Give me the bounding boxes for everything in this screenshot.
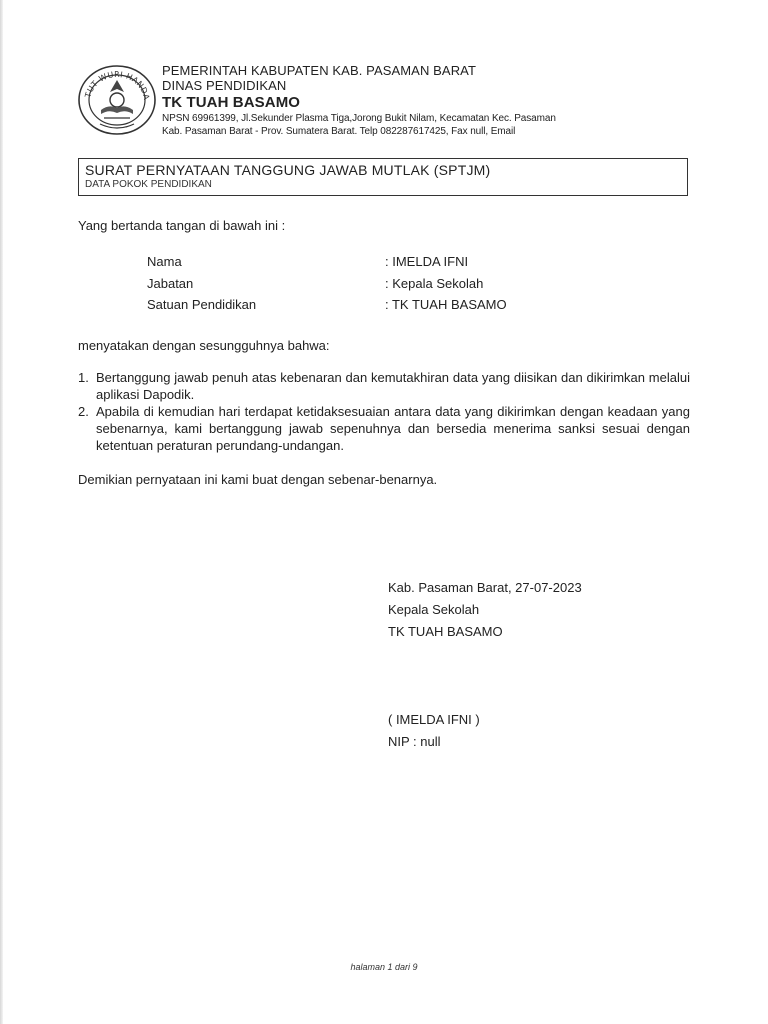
document-title: SURAT PERNYATAAN TANGGUNG JAWAB MUTLAK (SPTJM) xyxy=(85,162,491,178)
list-item xyxy=(78,369,690,403)
field-label-nama: Nama xyxy=(147,254,182,269)
statement-intro: menyatakan dengan sesungguhnya bahwa: xyxy=(78,338,330,353)
government-name: PEMERINTAH KABUPATEN KAB. PASAMAN BARAT xyxy=(162,63,477,78)
list-item-text: Apabila di kemudian hari terdapat ketidaksesuaian antara data yang dikirimkan dengan keadaan yang sebenarnya, kami bertanggung jawab sepenuhnya dan bersedia menerima sanksi sesuai dengan ketentuan peraturan perundang-undangan. xyxy=(96,404,690,453)
signature-position: Kepala Sekolah xyxy=(388,602,480,617)
list-item-number: 1. xyxy=(78,370,89,385)
signature-place-date: Kab. Pasaman Barat, 27-07-2023 xyxy=(388,580,582,595)
closing-text: Demikian pernyataan ini kami buat dengan sebenar-benarnya. xyxy=(78,472,438,487)
list-item-number: 2. xyxy=(78,404,89,419)
signature-name: ( IMELDA IFNI ) xyxy=(388,712,480,727)
school-name: TK TUAH BASAMO xyxy=(162,94,301,111)
title-box xyxy=(78,158,688,196)
statement-list xyxy=(78,369,690,454)
list-item-text: Bertanggung jawab penuh atas kebenaran dan kemutakhiran data yang diisikan dan dikirimkan melalui aplikasi Dapodik. xyxy=(96,370,690,402)
field-value-jabatan: : Kepala Sekolah xyxy=(385,276,484,291)
tut-wuri-handayani-logo xyxy=(76,62,158,136)
field-value-satuan: : TK TUAH BASAMO xyxy=(385,297,507,312)
signature-school: TK TUAH BASAMO xyxy=(388,624,503,639)
page-edge xyxy=(0,0,3,1024)
list-item xyxy=(78,403,690,454)
svg-text:TUT WURI HANDAYANI xyxy=(76,62,151,101)
field-label-jabatan: Jabatan xyxy=(147,276,194,291)
document-subtitle: DATA POKOK PENDIDIKAN xyxy=(85,179,212,190)
address-line-2: Kab. Pasaman Barat - Prov. Sumatera Barat. Telp 082287617425, Fax null, Email xyxy=(162,126,516,137)
letterhead-text xyxy=(162,63,556,138)
signature-nip: NIP : null xyxy=(388,734,441,749)
letterhead xyxy=(74,60,694,150)
field-value-nama: : IMELDA IFNI xyxy=(385,254,469,269)
page-number: halaman 1 dari 9 xyxy=(350,962,418,972)
field-label-satuan: Satuan Pendidikan xyxy=(147,297,257,312)
agency-name: DINAS PENDIDIKAN xyxy=(162,78,287,93)
address-line-1: NPSN 69961399, Jl.Sekunder Plasma Tiga,Jorong Bukit Nilam, Kecamatan Kec. Pasaman xyxy=(162,113,556,124)
logo-arc-text: TUT WURI HANDA xyxy=(83,69,151,101)
intro-text: Yang bertanda tangan di bawah ini : xyxy=(78,218,286,233)
